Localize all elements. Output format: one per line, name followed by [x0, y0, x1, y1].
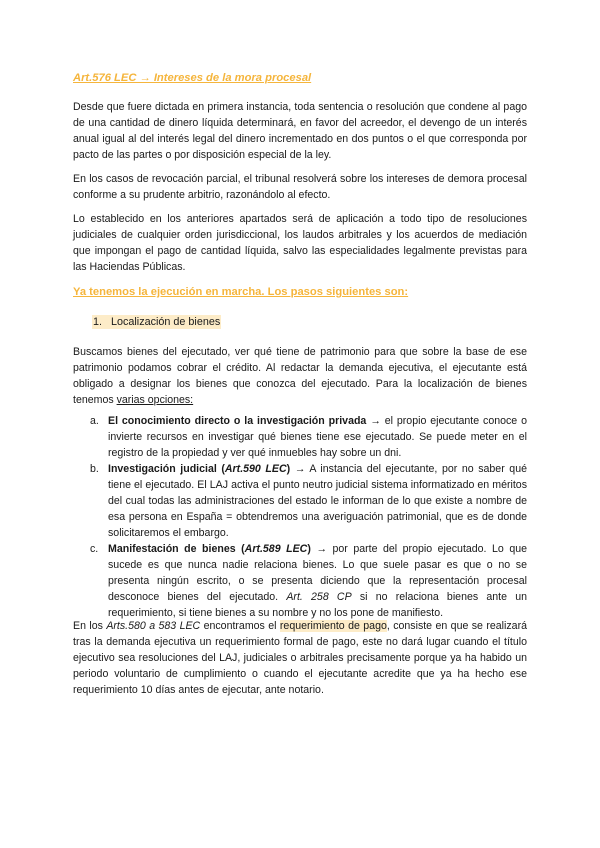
list-item-title: Manifestación de bienes ( [108, 543, 245, 555]
list-item-text: → A instancia del ejecutante, por no saber qué tiene el ejecutado. El LAJ activa el punto neutro judicial sistema informatizado en méritos del cual todas las administraciones del estado le informan de lo que existe a nombre de esa persona en España = obtendremos una averiguación patrimonial, que es de donde solicitaremos el embargo. [108, 463, 527, 539]
list-item [90, 461, 527, 541]
paragraph-interest: Desde que fuere dictada en primera instancia, toda sentencia o resolución que condene al pago de una cantidad de dinero líquida determinará, en favor del acreedor, el devengo de un interés anual igual al del interés legal del dinero incrementado en dos puntos o el que corresponda por pacto de las partes o por disposición especial de la ley. [73, 101, 527, 161]
asset-search-text: Buscamos bienes del ejecutado, ver qué tiene de patrimonio para que sobre la base de ese patrimonio podamos cobrar el crédito. Al redactar la demanda ejecutiva, el ejecutante está obligado a designar los bienes que conozca del ejecutado. Para la localización de bienes tenemos [73, 346, 527, 406]
step-number: 1. [93, 316, 103, 328]
step-label: Localización de bienes [111, 316, 221, 328]
p5-text-c: , consiste en que se realizará tras la demanda ejecutiva un requerimiento formal de pago, este no dará lugar cuando el título ejecutivo sea resoluciones del LAJ, judiciales o arbitrales precisamente porque ya ha habido un periodo voluntario de cumplimiento o cuando el ejecutante acredite que ya ha hecho ese requerimiento 10 días antes de ejecutar, ante notario. [73, 620, 527, 696]
list-marker: b. [90, 463, 99, 475]
step-localizacion [92, 314, 221, 330]
list-marker: a. [90, 415, 99, 427]
section-title: Art.576 LEC → Intereses de la mora procesal [73, 72, 312, 84]
highlighted-term: requerimiento de pago [279, 620, 387, 632]
list-item-text: → por parte del propio ejecutado. Lo que sucede es que nunca nadie relaciona bienes. Lo que suele pasar es que o no se presenta ningún escrito, o se presenta diciendo que la representación procesal desconoce bienes del ejecutado. [108, 543, 528, 603]
paragraph-asset-search [73, 344, 527, 408]
list-item-title-close: ) [286, 463, 291, 475]
list-item-title: Investigación judicial ( [108, 463, 225, 475]
list-item-title-close: ) [307, 543, 311, 555]
list-item-penal-ref: Art. 258 CP [286, 591, 352, 603]
list-item [90, 541, 527, 621]
p5-text-a: En los [73, 620, 107, 632]
section-subtitle: Ya tenemos la ejecución en marcha. Los pasos siguientes son: [73, 286, 409, 298]
paragraph-payment-requirement [73, 618, 527, 698]
list-item [90, 413, 527, 461]
p5-text-b: encontramos el [200, 620, 280, 632]
list-item-law-ref: Art.589 LEC [244, 543, 308, 555]
list-item-title: El conocimiento directo o la investigación privada [108, 415, 367, 427]
p5-law-ref: Arts.580 a 583 LEC [106, 620, 201, 632]
list-item-law-ref: Art.590 LEC [224, 463, 287, 475]
list-item-text-end: si no relaciona bienes ante un requerimiento, si tiene bienes a su nombre y no los pone de manifiesto. [108, 591, 527, 619]
paragraph-partial-revocation: En los casos de revocación parcial, el tribunal resolverá sobre los intereses de demora procesal conforme a su prudente arbitrio, razonándolo al efecto. [73, 173, 527, 201]
list-item-text: → el propio ejecutante conoce o invierte recursos en investigar qué bienes tiene ese ejecutado. Se puede meter en el registro de la propiedad y ver qué inmuebles hay sobre un dni. [108, 415, 527, 459]
options-list [90, 413, 527, 621]
asset-search-options: varias opciones: [116, 394, 194, 406]
paragraph-scope: Lo establecido en los anteriores apartados será de aplicación a todo tipo de resoluciones judiciales de cualquier orden jurisdiccional, los laudos arbitrales y los acuerdos de mediación que impongan el pago de cantidad líquida, salvo las especialidades legalmente previstas para las Haciendas Públicas. [73, 213, 527, 273]
list-marker: c. [90, 543, 99, 555]
